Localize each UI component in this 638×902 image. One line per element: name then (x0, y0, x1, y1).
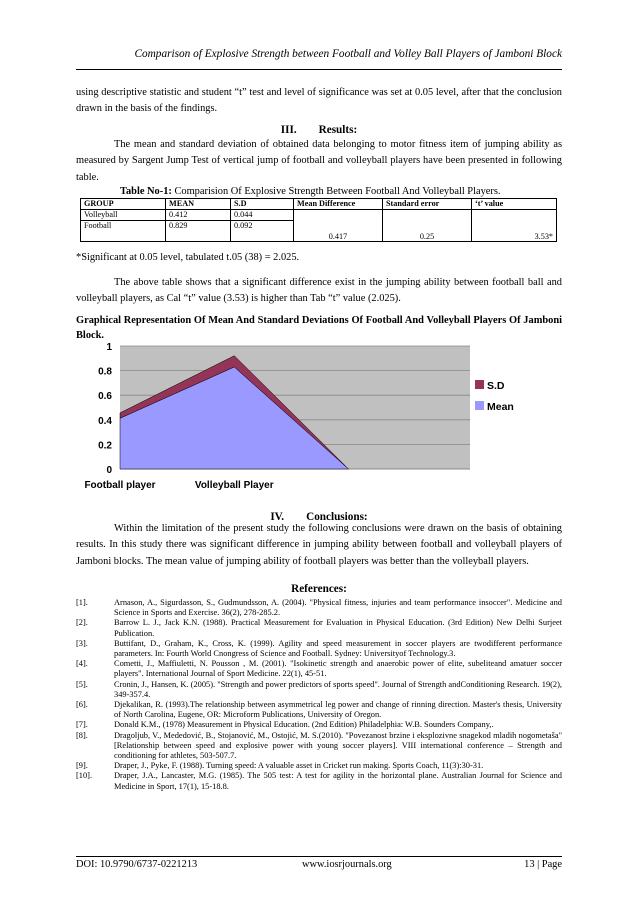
reference-text: Draper, J., Pyke, F. (1988). Turning speed: A valuable asset in Cricket run making. Sports Coach, 11(3):30-31. (114, 761, 484, 771)
reference-number: [8]. (76, 730, 88, 740)
conclusions-section-title: Conclusions: (306, 511, 368, 523)
table-header-mean: MEAN (166, 199, 231, 210)
jumping-ability-area-chart (80, 340, 560, 496)
footer-doi: DOI: 10.9790/6737-0221213 (76, 859, 198, 870)
legend-swatch (475, 401, 484, 410)
chart-heading: Graphical Representation Of Mean And Standard Deviations Of Football And Volleyball Players Of Jamboni Block. (76, 315, 562, 341)
results-section-number: III. (280, 124, 297, 136)
table-cell-sd: 0.092 (231, 221, 294, 242)
reference-text: Djekalikan, R. (1993).The relationship between asymmetrical leg power and change of rinning direction. Master's thesis, University of North Carolina, Eugene, OR: Microform Publications, University of Oregon. (114, 700, 562, 720)
reference-text: Draper, J.A., Lancaster, M.G. (1985). The 505 test: A test for agility in the horizontal plane. Australian Journal for Science and Medicine in Sport, 17(1), 15-18.8. (114, 771, 562, 791)
table-header-t-value: ‘t’ value (472, 199, 557, 210)
table-interpretation-paragraph: The above table shows that a significant difference exist in the jumping ability between football ball and volleyball players, as Cal “t” value (3.53) is higher than Tab “t” value (2.025). (76, 277, 562, 305)
table-caption-text: Comparision Of Explosive Strength Between Football And Volleyball Players. (171, 186, 501, 197)
reference-text: Cronin, J., Hansen, K. (2005). "Strength and power predictors of sports speed". Journal of Strength andConditioning Research. 19(2), 349-357.4. (114, 679, 562, 699)
reference-item (76, 761, 562, 771)
reference-number: [4]. (76, 659, 88, 669)
y-tick-label: 0.2 (98, 440, 112, 452)
table-cell-mean: 0.412 (166, 210, 231, 221)
table-header-row (81, 199, 557, 210)
reference-number: [1]. (76, 598, 88, 607)
results-paragraph: The mean and standard deviation of obtained data belonging to motor fitness item of jumping ability as measured by Sargent Jump Test of vertical jump of football and volleyball players have been presented in following table. (76, 139, 562, 183)
reference-text: Dragoljub, V., Mededović, B., Stojanović, M., Ostojić, M. S.(2010). "Povezanost brzine i eksplozivne snagekod mladih nogometaša" [Relationship between speed and explosive power with young soccer players]. VIII international conference – Strength and conditioning for athletes, 503-507.7. (114, 730, 562, 761)
table-header-group: GROUP (81, 199, 166, 210)
reference-number: [6]. (76, 700, 88, 710)
legend-swatch (475, 380, 484, 389)
reference-number: [2]. (76, 618, 88, 628)
table-cell-sd: 0.044 (231, 210, 294, 221)
reference-item (76, 731, 562, 762)
references-list (76, 598, 562, 792)
footer-website: www.iosrjournals.org (302, 859, 392, 870)
reference-item (76, 639, 562, 659)
y-tick-label: 1 (106, 342, 112, 353)
results-section-title: Results: (318, 124, 358, 136)
conclusions-paragraph: Within the limitation of the present study the following conclusions were drawn on the basis of obtaining results. In this study there was significant difference in jumping ability between football and volleyball players of Jamboni blocks. The mean value of jumping ability of football players was better than the volleyball players. (76, 523, 562, 567)
reference-number: [3]. (76, 638, 88, 648)
intro-paragraph: using descriptive statistic and student “t” test and level of significance was set at 0.05 level, after that the conclusion drawn in the basis of the findings. (76, 87, 562, 115)
running-header: Comparison of Explosive Strength between Football and Volley Ball Players of Jamboni Block (134, 48, 562, 60)
y-tick-label: 0.8 (98, 366, 112, 378)
reference-number: [9]. (76, 761, 88, 771)
results-heading (76, 124, 562, 136)
legend-label: Mean (487, 401, 514, 413)
reference-text: Buttifant, D., Graham, K., Cross, K. (1999). Agility and speed measurement in soccer players are twodifferent performance parameters. In: Fourth World Cnongress of Science and Football. Sydney: Universityof Technology.3. (114, 638, 562, 659)
table-caption (120, 186, 501, 197)
chart-y-tick-labels (98, 342, 112, 476)
reference-text: Donald K.M., (1978) Measurement in Physical Education. (2nd Edition) Philadelphia: W.B. Sounders Company,. (114, 720, 494, 730)
y-tick-label: 0.4 (98, 415, 112, 427)
table-header-sd: S.D (231, 199, 294, 210)
table-header-mean-difference: Mean Difference (294, 199, 383, 210)
header-divider (76, 69, 562, 70)
legend-label: S.D (487, 380, 505, 392)
references-heading: References: (291, 583, 347, 595)
y-tick-label: 0.6 (98, 391, 112, 403)
table-cell-mean-difference: 0.417 (294, 210, 383, 242)
chart-legend (475, 380, 514, 413)
table-cell-mean: 0.829 (166, 221, 231, 242)
reference-text: Arnason, A., Sigurdasson, S., Gudmundsson, A. (2004). "Physical fitness, injuries and team performance insoccer". Medicine and Science in Sports and Exercise. 36(2), 278-285.2. (114, 598, 562, 618)
footer-page-number: 13 | Page (524, 859, 562, 870)
reference-item (76, 771, 562, 791)
table-row (81, 210, 557, 221)
reference-item (76, 618, 562, 638)
table-caption-label: Table No-1: (120, 186, 172, 197)
x-tick-label: Football player (84, 480, 156, 491)
x-tick-label: Volleyball Player (194, 480, 274, 491)
reference-number: [7]. (76, 720, 88, 730)
conclusions-section-number: IV. (270, 511, 285, 523)
reference-item (76, 659, 562, 679)
significance-note: *Significant at 0.05 level, tabulated t.05 (38) = 2.025. (76, 252, 300, 263)
reference-item (76, 700, 562, 720)
reference-text: Barrow L. J., Jack K.N. (1988). Practical Measurement for Evaluation in Physical Education. (3rd Edition) New Delhi Surjeet Publication. (114, 618, 562, 638)
table-cell-group: Football (81, 221, 166, 242)
reference-number: [5]. (76, 679, 88, 689)
reference-item (76, 720, 562, 730)
footer-divider (76, 856, 562, 857)
table-cell-t-value: 3.53* (472, 210, 557, 242)
reference-number: [10]. (76, 771, 93, 781)
chart-x-tick-labels (84, 480, 273, 491)
results-table (80, 198, 557, 242)
table-cell-group: Volleyball (81, 210, 166, 221)
table-cell-standard-error: 0.25 (383, 210, 472, 242)
table-header-standard-error: Standard error (383, 199, 472, 210)
y-tick-label: 0 (106, 465, 112, 476)
reference-text: Cometti, J., Maffiuletti, N. Pousson , M. (2001). "Isokinetic strength and anaerobic power of elite, subeliteand amatuer soccer players". International Journal of Sport Medicine. 22(1), 45-51. (114, 659, 562, 679)
reference-item (76, 598, 562, 618)
reference-item (76, 680, 562, 700)
